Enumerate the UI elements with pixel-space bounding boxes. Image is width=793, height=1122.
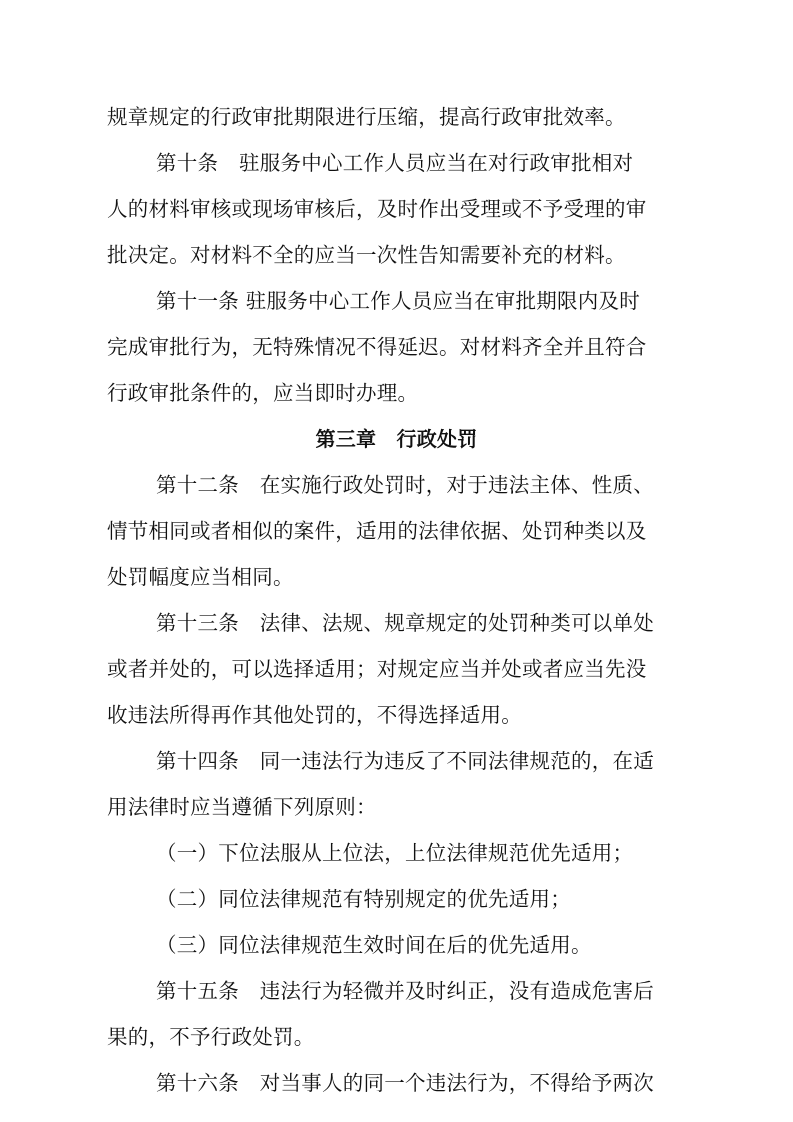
text-line: 情节相同或者相似的案件，适用的法律依据、处罚种类以及 bbox=[107, 519, 647, 543]
chapter-3-heading: 第三章 行政处罚 bbox=[315, 427, 478, 451]
principle-item-3: （三）同位法律规范生效时间在后的优先适用。 bbox=[156, 933, 592, 957]
text-line: 完成审批行为，无特殊情况不得延迟。对材料齐全并且符合 bbox=[107, 335, 647, 359]
text-line: 人的材料审核或现场审核后，及时作出受理或不予受理的审 bbox=[107, 197, 647, 221]
article-16-heading-line: 第十六条 对当事人的同一个违法行为，不得给予两次 bbox=[156, 1071, 654, 1095]
article-11-heading-line: 第十一条 驻服务中心工作人员应当在审批期限内及时 bbox=[156, 289, 641, 313]
article-12-heading-line: 第十二条 在实施行政处罚时，对于违法主体、性质、 bbox=[156, 473, 654, 497]
text-line: 规章规定的行政审批期限进行压缩，提高行政审批效率。 bbox=[107, 105, 626, 129]
text-line: 或者并处的，可以选择适用；对规定应当并处或者应当先没 bbox=[107, 657, 647, 681]
article-10-heading-line: 第十条 驻服务中心工作人员应当在对行政审批相对 bbox=[156, 151, 634, 175]
text-line: 用法律时应当遵循下列原则： bbox=[107, 795, 377, 819]
principle-item-2: （二）同位法律规范有特别规定的优先适用； bbox=[156, 887, 571, 911]
text-line: 果的，不予行政处罚。 bbox=[107, 1025, 315, 1049]
principle-item-1: （一）下位法服从上位法，上位法律规范优先适用； bbox=[156, 841, 634, 865]
text-line: 批决定。对材料不全的应当一次性告知需要补充的材料。 bbox=[107, 243, 626, 267]
article-15-heading-line: 第十五条 违法行为轻微并及时纠正，没有造成危害后 bbox=[156, 979, 654, 1003]
article-13-heading-line: 第十三条 法律、法规、规章规定的处罚种类可以单处 bbox=[156, 611, 654, 635]
article-14-heading-line: 第十四条 同一违法行为违反了不同法律规范的，在适 bbox=[156, 749, 654, 773]
text-line: 处罚幅度应当相同。 bbox=[107, 565, 294, 589]
text-line: 收违法所得再作其他处罚的，不得选择适用。 bbox=[107, 703, 522, 727]
text-line: 行政审批条件的，应当即时办理。 bbox=[107, 381, 419, 405]
